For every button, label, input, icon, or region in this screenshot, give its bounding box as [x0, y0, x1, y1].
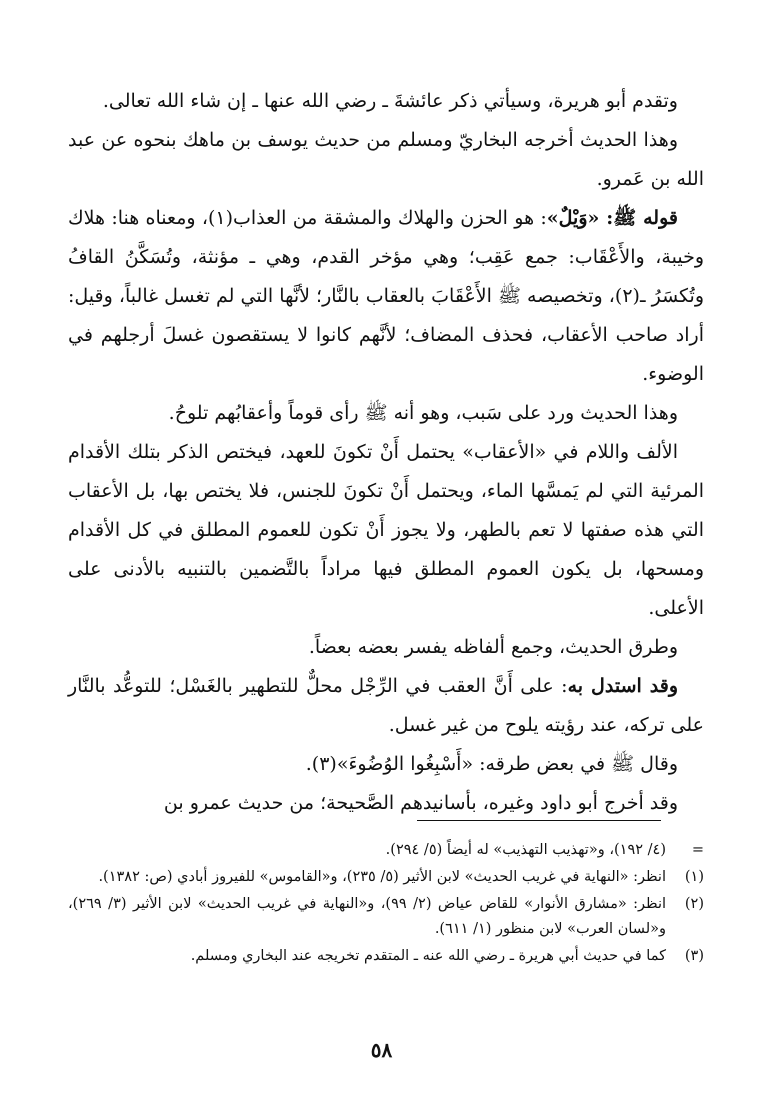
footnote-text: كما في حديث أبي هريرة ـ رضي الله عنه ـ المتقدم تخريجه عند البخاري ومسلم. — [190, 948, 666, 964]
paragraph-text: وتقدم أبو هريرة، وسيأتي ذكر عائشةَ ـ رضي الله عنها ـ إن شاء الله تعالى. — [102, 90, 678, 112]
footnote-text: انظر: «مشارق الأنوار» للقاض عياض (٢/ ٩٩)، و«النهاية في غريب الحديث» لابن الأثير (٣/ ٢٦٩)، و«لسان العرب» لابن منظور (١/ ٦١١). — [68, 896, 667, 937]
footnote — [68, 892, 704, 942]
footnote-mark: (٢) — [684, 896, 704, 912]
paragraph-lead: وقد استدل به — [567, 675, 678, 697]
footnotes — [68, 838, 704, 971]
paragraph — [68, 628, 704, 667]
paragraph-text: وطرق الحديث، وجمع ألفاظه يفسر بعضه بعضاً. — [308, 636, 678, 658]
footnote-text: (٤/ ١٩٢)، و«تهذيب التهذيب» له أيضاً (٥/ ٢٩٤). — [385, 842, 666, 858]
footnote — [68, 944, 704, 969]
footnote-mark: (٣) — [684, 948, 704, 964]
paragraph — [68, 433, 704, 628]
paragraph-text: : هو الحزن والهلاك والمشقة من العذاب(١)، ومعناه هنا: هلاك وخيبة، والأَعْقَاب: جمع عَقِب؛ وهي مؤخر القدم، وهي ـ مؤنثة، وتُسَكَّنُ القافُ وتُكسَرُ ـ(٢)، وتخصيصه ﷺ الأَعْقَابَ بالعقاب بالنَّار؛ لأنَّها التي لم تغسل غالباً، وقيل: أراد صاحب الأعقاب، فحذف المضاف؛ لأنَّهم كانوا لا يستقصون غسلَ أرجلهم في الوضوء. — [68, 207, 704, 385]
paragraph — [68, 82, 704, 121]
paragraph-lead: قوله ﷺ: «وَيْلٌ» — [546, 207, 678, 229]
paragraph — [68, 667, 704, 745]
paragraph — [68, 394, 704, 433]
paragraph-text: وقد أخرج أبو داود وغيره، بأسانيدهم الصَّحيحة؛ من حديث عمرو بن — [163, 792, 678, 814]
footnote — [68, 838, 704, 863]
paragraph — [68, 784, 704, 823]
paragraph — [68, 121, 704, 199]
main-text — [68, 82, 704, 823]
paragraph-text: : على أَنَّ العقب في الرِّجْل محلٌّ للتطهير بالغَسْل؛ للتوعُّد بالنَّار على تركه، عند رؤيته يلوح من غير غسل. — [68, 675, 704, 736]
paragraph-text: وهذا الحديث ورد على سَبب، وهو أنه ﷺ رأى قوماً وأعقابُهم تلوحُ. — [168, 402, 678, 424]
footnote-mark: (١) — [684, 869, 704, 885]
paragraph — [68, 199, 704, 394]
footnote-divider — [417, 820, 661, 821]
paragraph-text: وهذا الحديث أخرجه البخاريّ ومسلم من حديث يوسف بن ماهك بنحوه عن عبد الله بن عَمرو. — [68, 129, 704, 190]
paragraph-text: وقال ﷺ في بعض طرقه: «أَسْبِغُوا الوُضُوءَ»(٣). — [305, 753, 678, 775]
paragraph-text: الألف واللام في «الأعقاب» يحتمل أَنْ تكونَ للعهد، فيختص الذكر بتلك الأقدام المرئية التي لم يَمسَّها الماء، ويحتمل أَنْ تكونَ للجنس، فلا يختص بها، بل الأعقاب التي هذه صفتها لا تعم بالطهر، ولا يجوز أَنْ تكون للعموم المطلق في كل الأقدام ومسحها، بل يكون العموم المطلق فيها مراداً بالتَّضمين بالتنبيه بالأدنى على الأعلى. — [68, 441, 704, 619]
page-number: ٥٨ — [370, 1038, 393, 1062]
paragraph — [68, 745, 704, 784]
footnote-text: انظر: «النهاية في غريب الحديث» لابن الأثير (٥/ ٢٣٥)، و«القاموس» للفيروز أبادي (ص: ١٣٨٢). — [98, 869, 666, 885]
footnote-mark: = — [691, 842, 704, 858]
footnote — [68, 865, 704, 890]
